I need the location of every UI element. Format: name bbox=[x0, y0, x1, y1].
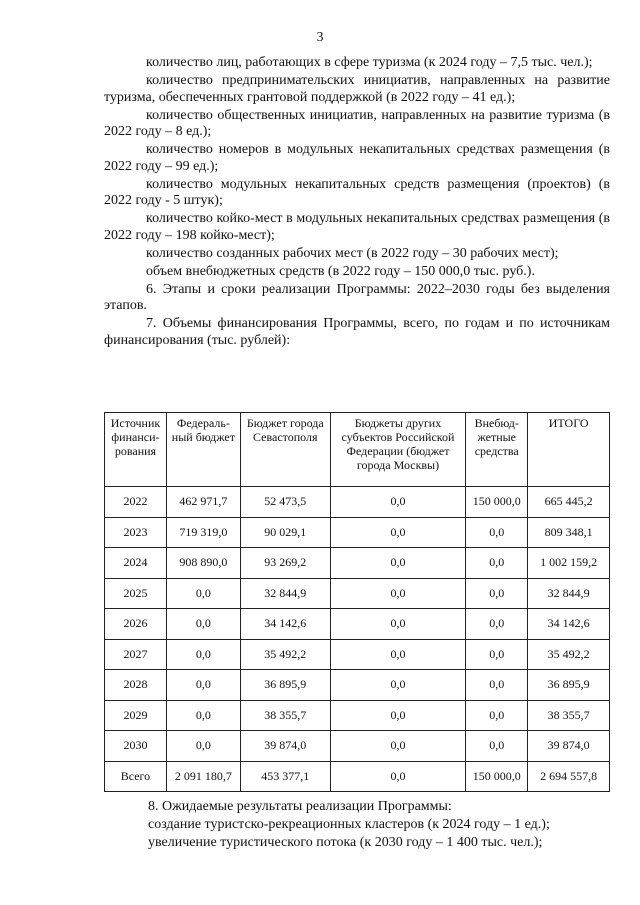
table-row bbox=[105, 487, 610, 518]
table-cell: 2026 bbox=[105, 609, 167, 640]
table-cell: 719 319,0 bbox=[166, 517, 240, 548]
table-cell: 2028 bbox=[105, 670, 167, 701]
table-cell: 150 000,0 bbox=[466, 487, 528, 518]
table-cell: 2023 bbox=[105, 517, 167, 548]
table-row bbox=[105, 578, 610, 609]
header-other-subjects-budget: Бюджеты других субъектов Российской Федерации (бюджет города Москвы) bbox=[330, 413, 466, 487]
paragraph-extrabudget: объем внебюджетных средств (в 2022 году – 150 000,0 тыс. руб.). bbox=[146, 263, 535, 279]
expected-results bbox=[148, 798, 610, 852]
table-cell: 908 890,0 bbox=[166, 548, 240, 579]
table-cell: 0,0 bbox=[330, 670, 466, 701]
table-row bbox=[105, 670, 610, 701]
table-cell: 150 000,0 bbox=[466, 761, 528, 792]
table-cell: 2027 bbox=[105, 639, 167, 670]
results-item-tourist-flow: увеличение туристического потока (к 2030 году – 1 400 тыс. чел.); bbox=[148, 835, 543, 850]
table-row bbox=[105, 639, 610, 670]
paragraph-public-initiatives: количество общественных инициатив, направленных на развитие туризма (в 2022 году – 8 ед.); bbox=[104, 107, 610, 139]
table-cell: 0,0 bbox=[466, 578, 528, 609]
table-cell: 0,0 bbox=[330, 548, 466, 579]
table-cell: 2 694 557,8 bbox=[528, 761, 610, 792]
table-cell: 0,0 bbox=[166, 700, 240, 731]
paragraph-stages: 6. Этапы и сроки реализации Программы: 2022–2030 годы без выделения этапов. bbox=[104, 281, 610, 313]
table-cell: 0,0 bbox=[466, 517, 528, 548]
table-cell: 0,0 bbox=[166, 578, 240, 609]
table-cell: 39 874,0 bbox=[240, 731, 330, 762]
table-header-row bbox=[105, 413, 610, 487]
table-cell: 32 844,9 bbox=[240, 578, 330, 609]
table-cell: 2 091 180,7 bbox=[166, 761, 240, 792]
table-cell: 1 002 159,2 bbox=[528, 548, 610, 579]
table-cell: 35 492,2 bbox=[528, 639, 610, 670]
paragraph-business-initiatives: количество предпринимательских инициатив, направленных на развитие туризма, обеспеченных грантовой поддержкой (в 2022 году – 41 ед.); bbox=[104, 73, 610, 105]
table-cell: 0,0 bbox=[330, 700, 466, 731]
table-cell: 0,0 bbox=[330, 761, 466, 792]
paragraph-beds: количество койко-мест в модульных некапитальных средствах размещения (в 2022 году – 198 койко-мест); bbox=[104, 211, 610, 243]
table-row bbox=[105, 517, 610, 548]
table-cell: 36 895,9 bbox=[528, 670, 610, 701]
table-cell: 0,0 bbox=[466, 670, 528, 701]
table-cell: 34 142,6 bbox=[240, 609, 330, 640]
table-row bbox=[105, 761, 610, 792]
table-cell: 2022 bbox=[105, 487, 167, 518]
table-cell: 2025 bbox=[105, 578, 167, 609]
header-extrabudgetary: Внебюд-жетные средства bbox=[466, 413, 528, 487]
table-cell: 0,0 bbox=[330, 487, 466, 518]
header-source: Источник финанси-рования bbox=[105, 413, 167, 487]
table-body bbox=[105, 487, 610, 792]
paragraph-modular-facilities: количество модульных некапитальных средств размещения (проектов) (в 2022 году - 5 штук); bbox=[104, 176, 610, 208]
header-federal-budget: Федераль-ный бюджет bbox=[166, 413, 240, 487]
table-cell: 0,0 bbox=[466, 639, 528, 670]
table-cell: 52 473,5 bbox=[240, 487, 330, 518]
table-cell: 36 895,9 bbox=[240, 670, 330, 701]
table-cell: 0,0 bbox=[330, 578, 466, 609]
results-heading: 8. Ожидаемые результаты реализации Программы: bbox=[148, 799, 452, 814]
document-body bbox=[104, 55, 610, 351]
table-cell: 38 355,7 bbox=[528, 700, 610, 731]
table-cell: 0,0 bbox=[330, 731, 466, 762]
table-row bbox=[105, 548, 610, 579]
table-cell: 35 492,2 bbox=[240, 639, 330, 670]
paragraph-financing: 7. Объемы финансирования Программы, всего, по годам и по источникам финансирования (тыс. рублей): bbox=[104, 316, 610, 348]
table-cell: 0,0 bbox=[330, 609, 466, 640]
table-cell: 0,0 bbox=[166, 639, 240, 670]
table-cell: 0,0 bbox=[330, 517, 466, 548]
table-cell: 90 029,1 bbox=[240, 517, 330, 548]
results-item-clusters: создание туристско-рекреационных кластеров (к 2024 году – 1 ед.); bbox=[148, 817, 550, 832]
table-cell: 38 355,7 bbox=[240, 700, 330, 731]
table-cell: 34 142,6 bbox=[528, 609, 610, 640]
page-number: 3 bbox=[316, 30, 324, 45]
table-row bbox=[105, 609, 610, 640]
table-cell: 2030 bbox=[105, 731, 167, 762]
table-cell: 2029 bbox=[105, 700, 167, 731]
table-cell: 39 874,0 bbox=[528, 731, 610, 762]
table-cell: 32 844,9 bbox=[528, 578, 610, 609]
table-cell: 0,0 bbox=[466, 700, 528, 731]
paragraph-jobs: количество созданных рабочих мест (в 2022 году – 30 рабочих мест); bbox=[146, 245, 559, 261]
table-row bbox=[105, 731, 610, 762]
paragraph-tourism-workers: количество лиц, работающих в сфере туризма (к 2024 году – 7,5 тыс. чел.); bbox=[146, 55, 593, 70]
table-cell: 453 377,1 bbox=[240, 761, 330, 792]
table-cell: 0,0 bbox=[466, 731, 528, 762]
table-cell: 0,0 bbox=[466, 609, 528, 640]
table-cell: 462 971,7 bbox=[166, 487, 240, 518]
table-cell: 0,0 bbox=[466, 548, 528, 579]
paragraph-modular-rooms: количество номеров в модульных некапитальных средствах размещения (в 2022 году – 99 ед.); bbox=[104, 142, 610, 174]
table-cell: 0,0 bbox=[330, 639, 466, 670]
table-cell: 665 445,2 bbox=[528, 487, 610, 518]
table-cell: 93 269,2 bbox=[240, 548, 330, 579]
table-row bbox=[105, 700, 610, 731]
header-total: ИТОГО bbox=[528, 413, 610, 487]
table-cell: 809 348,1 bbox=[528, 517, 610, 548]
table-cell: 0,0 bbox=[166, 609, 240, 640]
financing-table bbox=[104, 412, 610, 792]
table-cell: 0,0 bbox=[166, 731, 240, 762]
table-cell: 0,0 bbox=[166, 670, 240, 701]
table-cell: 2024 bbox=[105, 548, 167, 579]
header-sevastopol-budget: Бюджет города Севастополя bbox=[240, 413, 330, 487]
table-cell: Всего bbox=[105, 761, 167, 792]
